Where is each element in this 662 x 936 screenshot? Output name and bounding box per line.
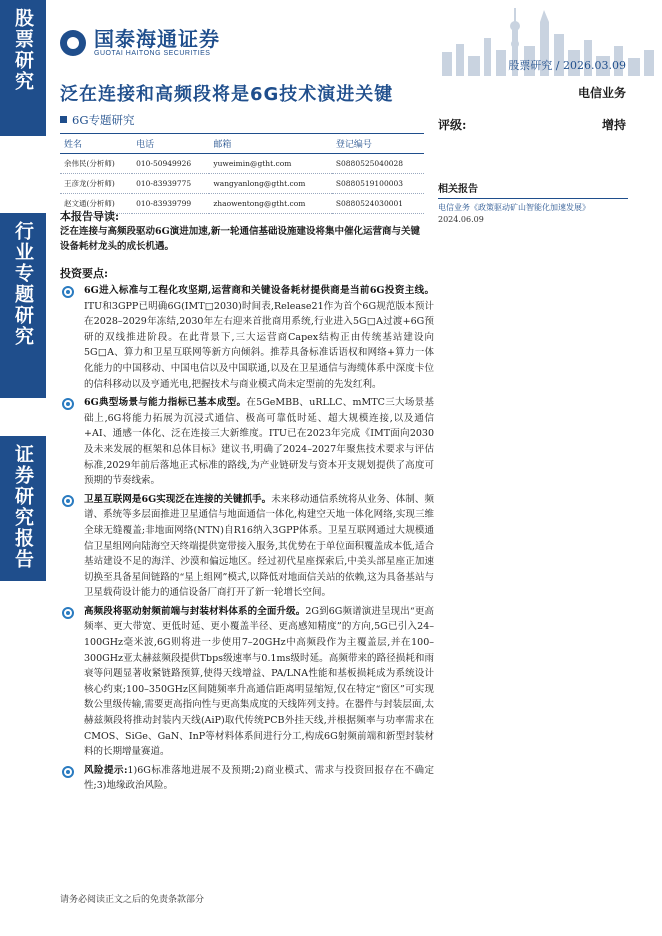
rating-value: 增持 <box>601 118 626 132</box>
point-body: 未来移动通信系统将从业务、体制、频谱、系统等多层面推进卫星通信与地面通信一体化,构建空天地一体化网络,实现三维全球无缝覆盖;非地面网络(NTN)自R16纳入3GPP体系。卫星互联网通过大规模通信卫星组网向陆海空天终端提供宽带接入服务,其优势在于单位面积覆盖成本低,适合基站建设不足的海洋、沙漠和偏远地区。经过初代星座探索后,中美头部星座正加速切换至具备星间链路的“星上组网”模式,以降低对地面信关站的依赖,这为具备基站与卫星载荷设计能力的通信设备厂商打开了新一轮增长空间。 <box>84 493 434 599</box>
col-header-email: 邮箱 <box>209 134 332 154</box>
sidebar-tab-industry-research: 行业专题研究 <box>0 213 46 398</box>
point-body: 1)6G标准落地进展不及预期;2)商业模式、需求与投资回报存在不确定性;3)地缘政治风险。 <box>84 764 434 792</box>
logo-name-en: GUOTAI HAITONG SECURITIES <box>94 50 211 57</box>
point-body: 2G到6G频谱演进呈现出“更高频率、更大带宽、更低时延、更小覆盖半径、更高感知精度”的方向,5G已引入24–100GHz毫米波,6G则将进一步使用7–20GHz中高频段作为主覆盖层,并在100–300GHz亚太赫兹频段提供Tbps级速率与0.1ms级时延。高频带来的路径损耗和雨衰等问题显著收紧链路预算,使得天线增益、PA/LNA性能和基板损耗成为系统设计核心约束;100–350GHz区间随频率升高通信距离明显缩短,仅在特定“窗区”可实现数公里级传输,需要更高指向性与更高集成度的天线阵列支持。在器件与封装层面,太赫兹频段将推动封装内天线(AiP)取代传统PCB外挂天线,并根据频率与功率需求在CMOS、SiGe、GaN、InP等材料体系间进行分工,构成6G射频前端和新型封装材料的长期增量赛道。 <box>84 605 434 758</box>
analyst-email[interactable]: yuweimin@gtht.com <box>209 154 332 174</box>
point-lead: 卫星互联网是6G实现泛在连接的关键抓手。 <box>84 493 272 505</box>
analyst-reg: S0880519100003 <box>332 174 424 194</box>
analyst-phone: 010-50949926 <box>132 154 209 174</box>
list-item <box>58 604 434 760</box>
table-header-row <box>60 134 424 154</box>
guide-text: 泛在连接与高频段驱动6G演进加速,新一轮通信基础设施建设将集中催化运营商与关键设备耗材龙头的成长机遇。 <box>60 226 421 252</box>
footer-disclaimer: 请务必阅读正文之后的免责条款部分 <box>60 895 205 905</box>
list-item <box>58 283 434 392</box>
analyst-email[interactable]: wangyanlong@gtht.com <box>209 174 332 194</box>
sidebar-tab-securities-report: 证券研究报告 <box>0 436 46 581</box>
related-reports <box>438 180 628 224</box>
col-header-phone: 电话 <box>132 134 209 154</box>
analyst-reg: S0880525040028 <box>332 154 424 174</box>
logo-name-cn: 国泰海通证券 <box>94 27 220 51</box>
square-icon <box>60 116 67 123</box>
analyst-email[interactable]: zhaowentong@gtht.com <box>209 194 332 214</box>
bullet-icon <box>62 398 74 410</box>
bullet-icon <box>62 286 74 298</box>
related-title: 相关报告 <box>438 180 628 199</box>
col-header-name: 姓名 <box>60 134 132 154</box>
point-body: ITU和3GPP已明确6G(IMT□2030)时间表,Release21作为首个6G规范版本预计在2028–2029年冻结,2030年左右迎来首批商用系统,行业进入5G□A过渡+6G预研的双线推进阶段。在此背景下,三大运营商Capex结构正由传统基站建设向5G□A、算力和卫星互联网等新方向倾斜。推荐具备标准话语权和网络+算力一体化能力的中国移动、中国电信以及中国联通,以及在卫星通信与海缆体系中深度卡位的信科移动以及亨通光电,把握技术与商业模式尚未定型前的先发红利。 <box>84 300 434 390</box>
analyst-reg: S0880524030001 <box>332 194 424 214</box>
points-heading: 投资要点: <box>60 267 109 280</box>
bullet-icon <box>62 607 74 619</box>
sidebar <box>0 0 46 936</box>
point-lead: 高频段将驱动射频前端与封装材料体系的全面升级。 <box>84 605 306 617</box>
list-item <box>58 395 434 489</box>
list-item <box>58 492 434 601</box>
logo-icon <box>60 30 86 56</box>
guide-heading: 本报告导读: <box>60 210 120 223</box>
subtitle-text: 6G专题研究 <box>72 113 135 127</box>
bullet-icon <box>62 495 74 507</box>
analyst-table <box>60 133 424 214</box>
header <box>46 0 662 76</box>
analyst-name: 赵文通(分析师) <box>60 194 132 214</box>
table-row <box>60 174 424 194</box>
col-header-reg: 登记编号 <box>332 134 424 154</box>
analyst-name: 王彦龙(分析师) <box>60 174 132 194</box>
investment-points <box>58 283 434 797</box>
company-logo <box>60 28 220 57</box>
point-lead: 6G进入标准与工程化攻坚期,运营商和关键设备耗材提供商是当前6G投资主线。 <box>84 285 434 296</box>
table-row <box>60 154 424 174</box>
sidebar-tab-stock-research: 股票研究 <box>0 0 46 136</box>
point-lead: 风险提示: <box>84 764 128 776</box>
analyst-phone: 010-83939799 <box>132 194 209 214</box>
rating <box>438 116 626 133</box>
rating-label: 评级: <box>438 118 467 132</box>
analyst-phone: 010-83939775 <box>132 174 209 194</box>
list-item <box>58 763 434 794</box>
related-item[interactable]: 电信业务《政策驱动矿山智能化加速发展》 <box>438 203 590 212</box>
point-lead: 6G典型场景与能力指标已基本成型。 <box>84 397 247 409</box>
breadcrumb: 股票研究 / 2026.03.09 <box>508 59 626 72</box>
analyst-name: 余伟民(分析师) <box>60 154 132 174</box>
report-subtitle <box>60 112 135 128</box>
related-date: 2024.06.09 <box>438 215 484 224</box>
report-title: 泛在连接和高频段将是6G技术演进关键 <box>60 84 394 105</box>
industry-label: 电信业务 <box>577 86 626 100</box>
point-body: 在5GeMBB、uRLLC、mMTC三大场景基础上,6G将能力拓展为沉浸式通信、极高可靠低时延、超大规模连接,以及通信+AI、通感一体化、泛在连接三大新维度。ITU已在2023年完成《IMT面向2030及未来发展的框架和总体目标》建议书,明确了2024–2027年聚焦技术要求与评估标准,2029年前后落地正式标准的路线,为产业链研发与资本开支规划提供了高度可预期的节奏线索。 <box>84 397 434 487</box>
bullet-icon <box>62 766 74 778</box>
